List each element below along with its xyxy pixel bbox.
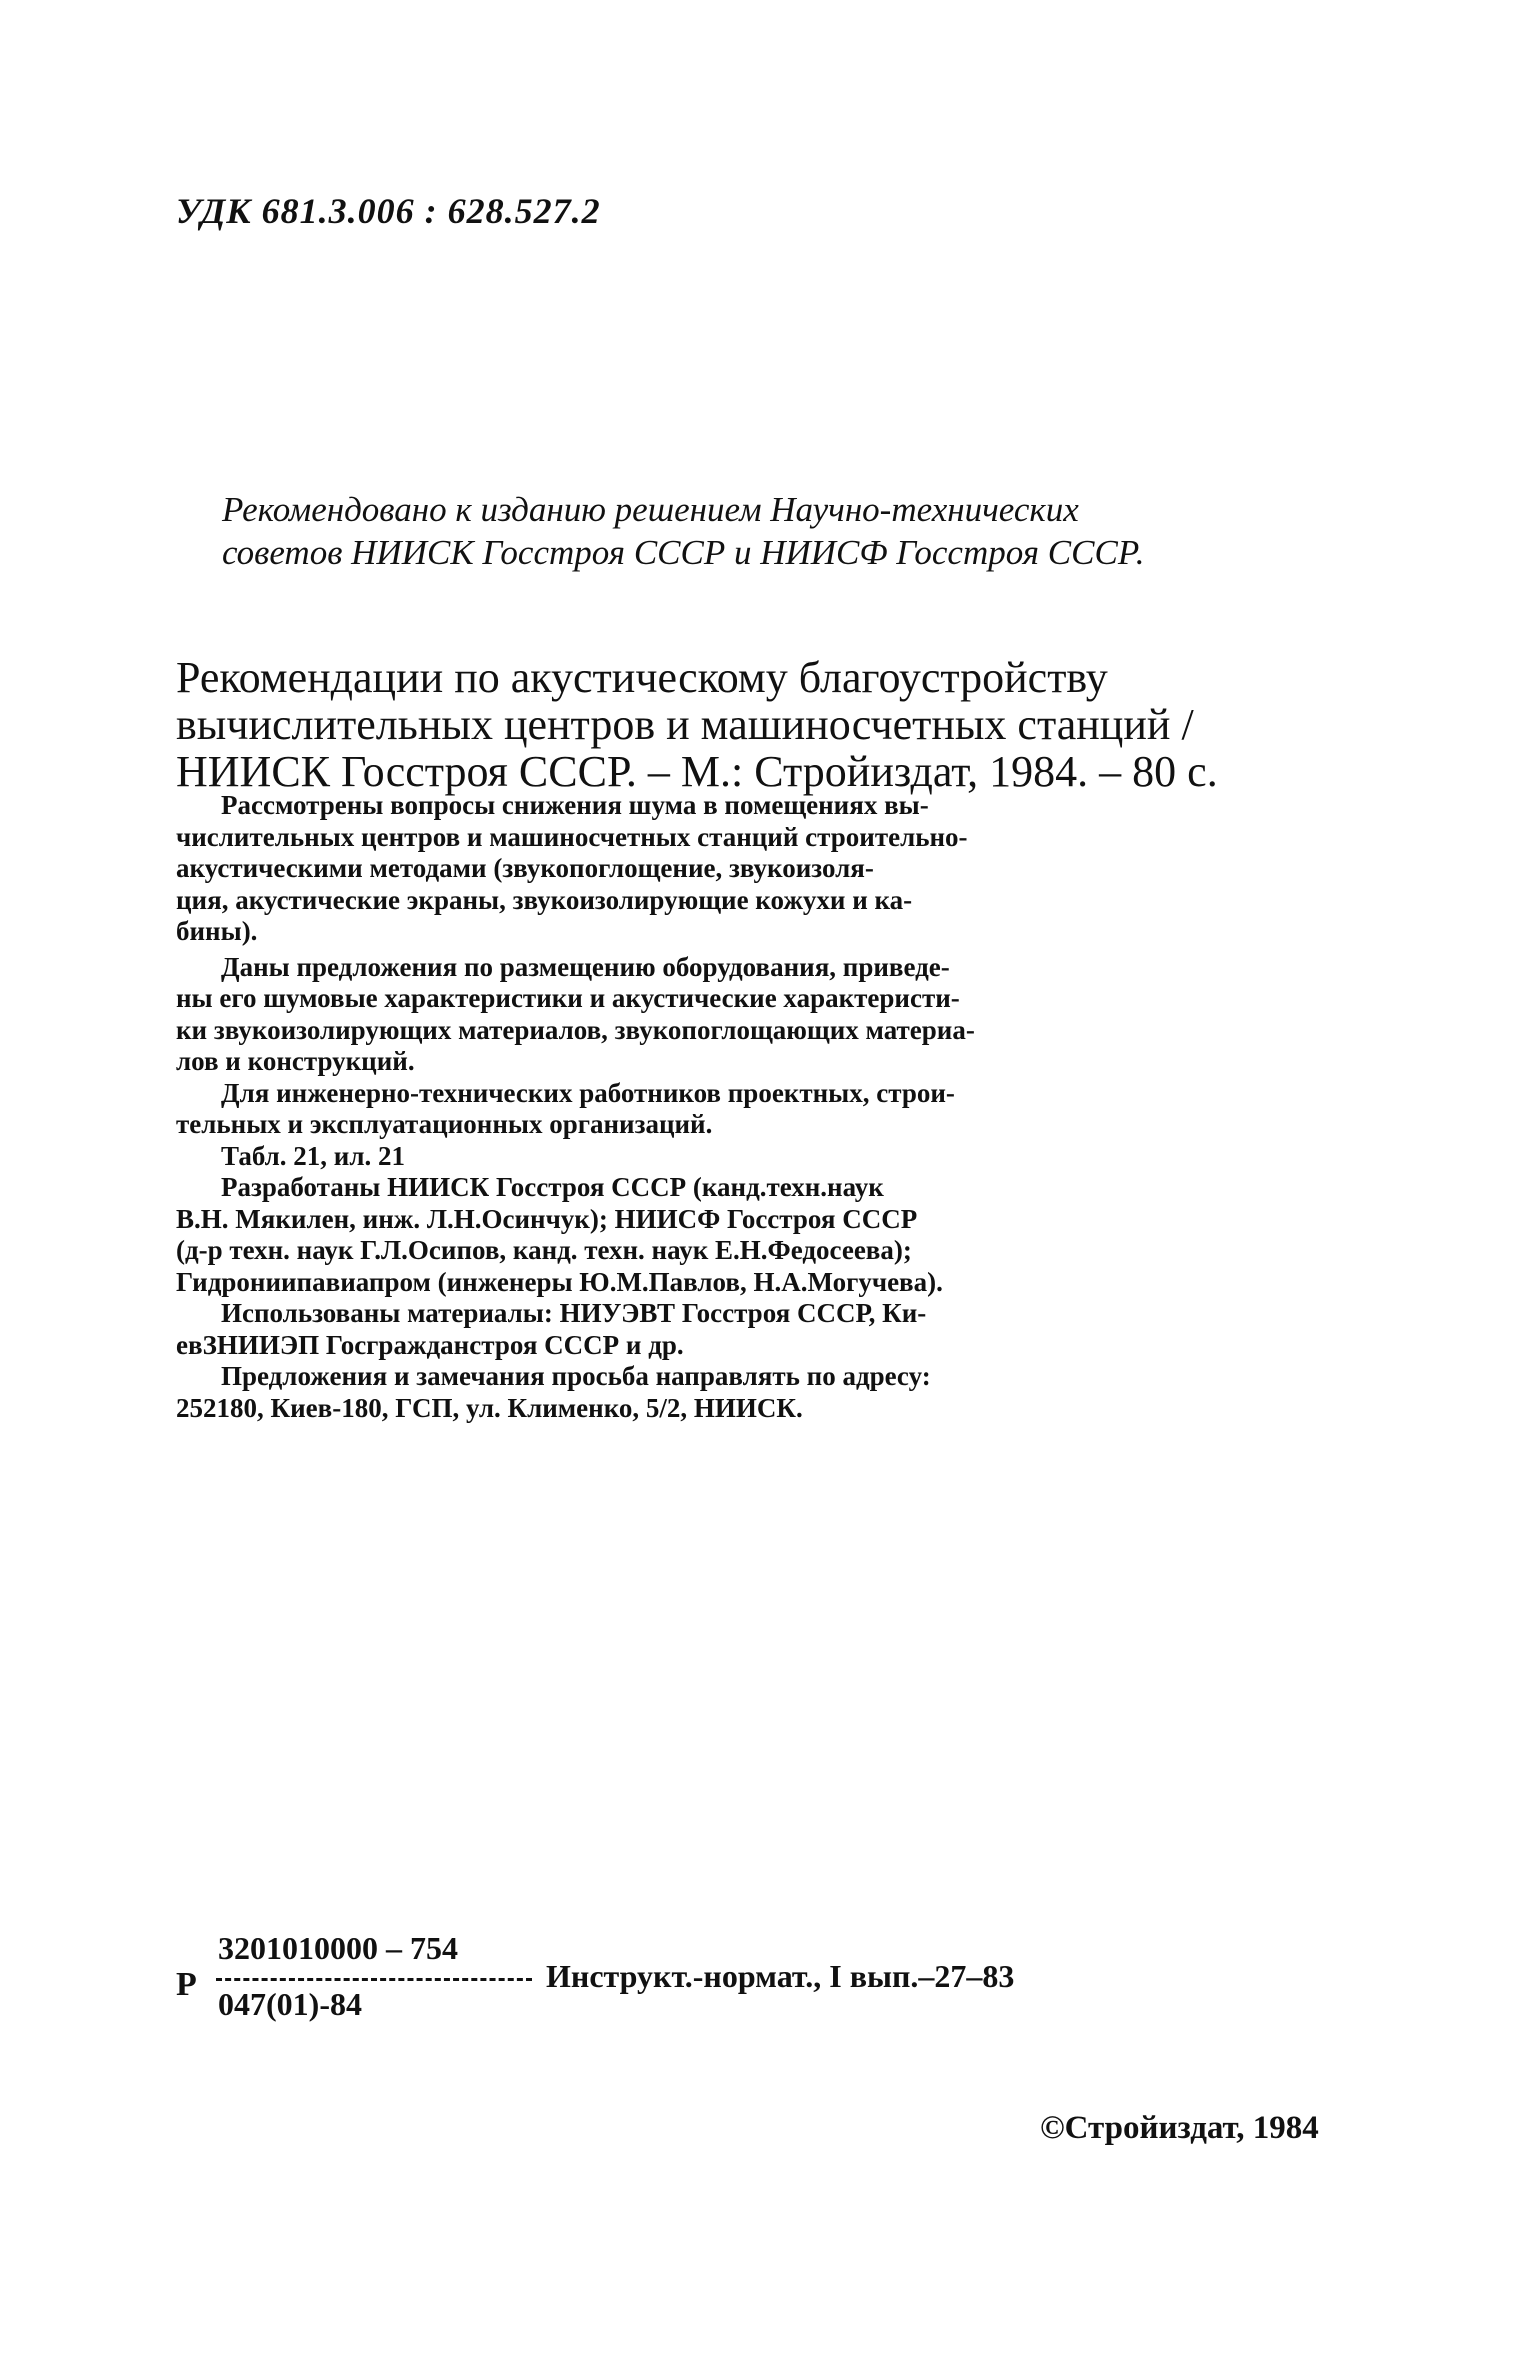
abstract-line: Гидрониипавиапром (инженеры Ю.М.Павлов, Н.А.Могучева).: [176, 1266, 943, 1297]
abstract-line: акустическими методами (звукопоглощение, звукоизоля-: [176, 853, 874, 883]
abstract-line: ны его шумовые характеристики и акустические характеристи-: [176, 983, 960, 1013]
abstract-line: В.Н. Мякилен, инж. Л.Н.Осинчук); НИИСФ Госстроя СССР: [176, 1203, 918, 1234]
abstract-line: Табл. 21, ил. 21: [221, 1140, 406, 1171]
abstract-line: 252180, Киев-180, ГСП, ул. Клименко, 5/2, НИИСК.: [176, 1392, 803, 1423]
abstract-line: ки звукоизолирующих материалов, звукопоглощающих материа-: [176, 1014, 975, 1045]
code-numerator: 3201010000 – 754: [218, 1930, 458, 1966]
abstract-paragraph: [176, 1172, 1226, 1298]
recommendation-line: советов НИИСК Госстроя СССР и НИИСФ Госстроя СССР.: [222, 533, 1145, 572]
abstract-paragraph: [176, 1298, 1226, 1361]
abstract-paragraph: [176, 1141, 1226, 1173]
bibliography-line: Рекомендации по акустическому благоустройству: [176, 653, 1108, 702]
bibliography-line: вычислительных центров и машиносчетных станций /: [176, 700, 1194, 749]
abstract-line: числительных центров и машиносчетных станций строительно-: [176, 821, 968, 852]
bibliography-line: НИИСК Госстроя СССР. – М.: Стройиздат, 1984. – 80 с.: [176, 747, 1218, 796]
abstract-line: Рассмотрены вопросы снижения шума в помещениях вы-: [221, 790, 929, 820]
publication-recommendation: [222, 488, 1262, 574]
abstract-line: (д-р техн. наук Г.Л.Осипов, канд. техн. наук Е.Н.Федосеева);: [176, 1235, 912, 1265]
abstract-paragraph: [176, 952, 1226, 1078]
abstract-paragraph: [176, 1078, 1226, 1141]
abstract-line: Разработаны НИИСК Госстроя СССР (канд.техн.наук: [221, 1172, 884, 1202]
abstract-paragraph: [176, 790, 1226, 948]
abstract-line: бины).: [176, 916, 258, 946]
code-letter: Р: [176, 1966, 197, 2003]
classification-code: [176, 1930, 1136, 2040]
abstract-line: Для инженерно-технических работников проектных, строи-: [221, 1077, 955, 1108]
code-denominator: 047(01)-84: [218, 1986, 362, 2022]
abstract-line: Даны предложения по размещению оборудования, приведе-: [221, 951, 950, 982]
bibliographic-description: [176, 653, 1218, 796]
abstract-line: лов и конструкций.: [176, 1046, 415, 1076]
abstract: [176, 790, 1226, 1424]
abstract-line: Использованы материалы: НИУЭВТ Госстроя СССР, Ки-: [221, 1298, 927, 1328]
fraction-divider: [216, 1978, 532, 1981]
abstract-line: Предложения и замечания просьба направлять по адресу:: [221, 1361, 931, 1391]
abstract-paragraph: [176, 1361, 1226, 1424]
abstract-line: евЗНИИЭП Госгражданстроя СССР и др.: [176, 1329, 684, 1360]
udk-code: УДК 681.3.006 : 628.527.2: [176, 191, 601, 231]
code-note: Инструкт.-нормат., I вып.–27–83: [546, 1958, 1015, 1994]
abstract-line: ция, акустические экраны, звукоизолирующие кожухи и ка-: [176, 884, 913, 915]
recommendation-line: Рекомендовано к изданию решением Научно-технических: [222, 490, 1079, 529]
abstract-line: тельных и эксплуатационных организаций.: [176, 1109, 713, 1139]
copyright: ©Стройиздат, 1984: [1040, 2110, 1319, 2146]
